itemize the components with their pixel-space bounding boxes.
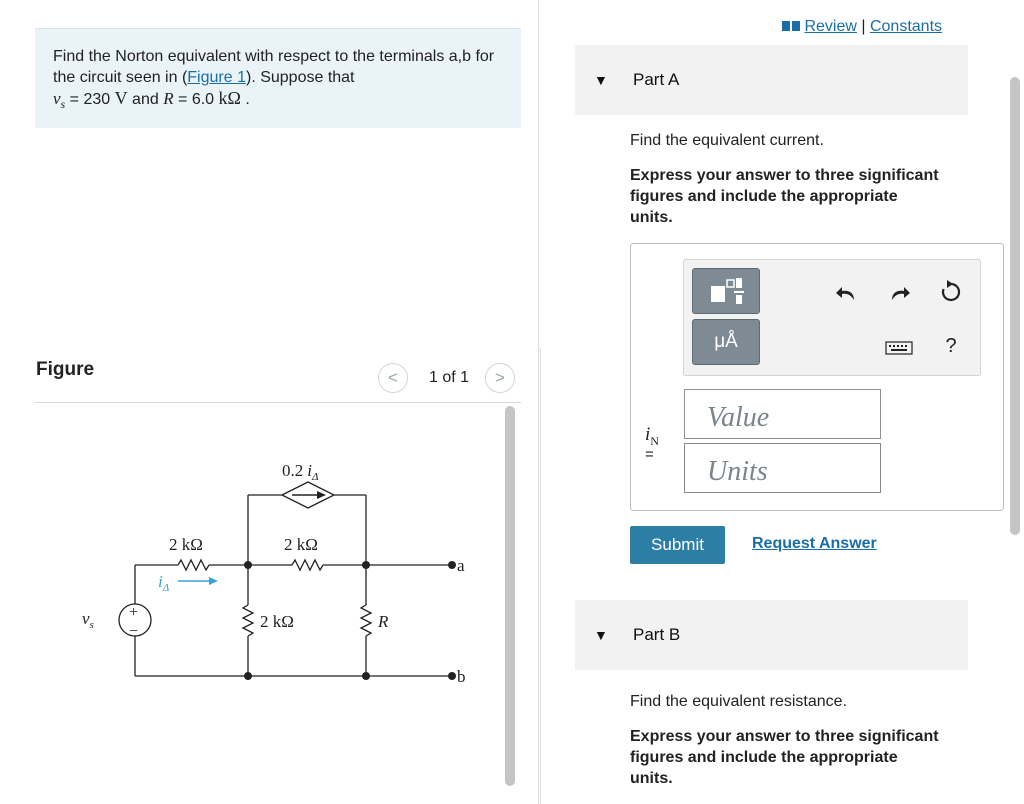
figure-prev-button[interactable]: < [378, 363, 408, 393]
dep-source-coef: 0.2 [282, 461, 304, 480]
part-a-question: Find the equivalent current. [630, 132, 824, 149]
reset-icon[interactable] [938, 279, 964, 305]
problem-text: Find the Norton equivalent with respect to the terminals a,b for the circuit seen in ( [53, 48, 495, 86]
r-load-label: R [378, 612, 389, 631]
circuit-diagram [70, 440, 480, 690]
value-input[interactable] [684, 389, 881, 439]
terminal-a-label: a [457, 556, 465, 575]
units-input[interactable] [684, 443, 881, 493]
submit-button[interactable]: Submit [630, 526, 725, 564]
column-divider [538, 0, 539, 804]
keyboard-icon[interactable] [884, 335, 914, 361]
constants-link[interactable]: Constants [869, 18, 943, 35]
part-a-header[interactable] [575, 45, 968, 115]
figure-counter: 1 of 1 [428, 369, 470, 386]
resistor-r-load [361, 605, 371, 636]
figure-title: Figure [36, 359, 95, 380]
vs-label-sub: s [89, 619, 94, 631]
r-unit: kΩ [218, 88, 241, 108]
book-icon [782, 20, 800, 32]
figure-link[interactable]: Figure 1 [187, 69, 246, 86]
vs-label-var: v [82, 609, 90, 628]
request-answer-link[interactable]: Request Answer [752, 535, 877, 552]
resistor-r2 [292, 560, 323, 570]
figure-scrollbar[interactable] [505, 406, 515, 786]
part-a-label: Part A [633, 70, 680, 89]
units-button[interactable]: μÅ [692, 319, 760, 365]
variable-name: i [645, 424, 651, 445]
templates-icon [703, 272, 749, 310]
part-b-label: Part B [633, 625, 681, 644]
review-link[interactable]: Review [804, 18, 857, 35]
terminal-a-node [448, 561, 456, 569]
ia-label-sub: Δ [162, 582, 170, 594]
r2-label: 2 kΩ [284, 535, 318, 554]
part-a-instruction: Express your answer to three significant figures and include the appropriate units. [630, 167, 939, 226]
column-divider-2 [540, 348, 541, 804]
templates-button[interactable] [692, 268, 760, 314]
problem-text-2: ). Suppose that [245, 69, 355, 86]
resistor-r1 [178, 560, 209, 570]
svg-text:iΔ [158, 572, 169, 594]
link-separator: | [856, 18, 870, 35]
source-plus: + [129, 604, 139, 621]
svg-text:0.2iΔ [282, 461, 318, 483]
node [362, 672, 370, 680]
terminal-b-label: b [457, 667, 466, 686]
math-toolbar [683, 259, 981, 376]
redo-icon[interactable] [886, 280, 912, 306]
page-scrollbar[interactable] [1010, 77, 1020, 535]
problem-statement [35, 28, 521, 128]
node [244, 672, 252, 680]
review-constants-links [782, 18, 942, 36]
vs-unit: V [114, 88, 128, 108]
r3-label: 2 kΩ [260, 612, 294, 631]
part-b-header[interactable] [575, 600, 968, 670]
and-text: and [127, 91, 164, 108]
equals-sign: = [645, 446, 654, 463]
node [244, 561, 252, 569]
help-icon[interactable]: ? [945, 334, 957, 357]
vs-variable: v [53, 89, 61, 108]
vs-equals: = 230 [65, 91, 115, 108]
part-b-instruction: Express your answer to three significant figures and include the appropriate units. [630, 728, 939, 787]
part-b-question: Find the equivalent resistance. [630, 693, 848, 710]
node [362, 561, 370, 569]
end-text: . [240, 91, 250, 108]
collapse-triangle-icon: ▼ [594, 627, 608, 643]
collapse-triangle-icon: ▼ [594, 72, 608, 88]
vs-subscript: s [60, 97, 66, 112]
dep-source-sub: Δ [311, 471, 319, 483]
figure-pager [378, 363, 520, 393]
dep-source-var: i [307, 461, 312, 480]
figure-next-button[interactable]: > [485, 363, 515, 393]
figure-divider [35, 402, 521, 403]
r-variable: R [163, 89, 174, 108]
ia-label-var: i [158, 572, 163, 591]
svg-text:vs [82, 609, 94, 631]
r-equals: = 6.0 [173, 91, 219, 108]
undo-icon[interactable] [834, 280, 860, 306]
terminal-b-node [448, 672, 456, 680]
r1-label: 2 kΩ [169, 535, 203, 554]
source-minus: − [129, 623, 139, 640]
variable-subscript: N [650, 433, 659, 448]
resistor-r3 [243, 605, 253, 636]
